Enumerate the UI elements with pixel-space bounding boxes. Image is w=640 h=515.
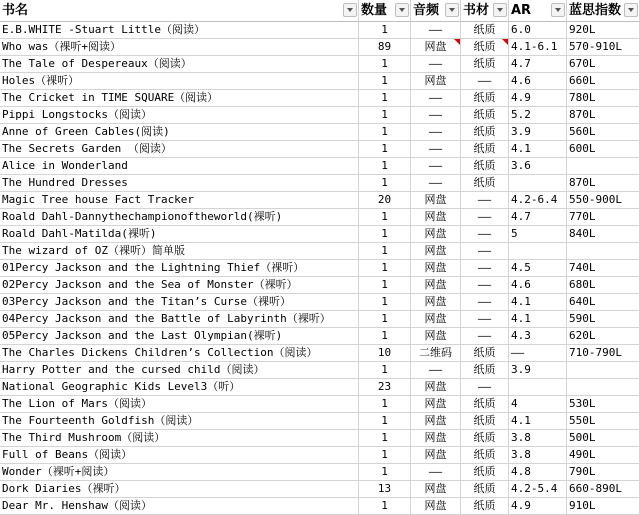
cell-quantity[interactable]: 1 <box>359 311 411 328</box>
cell-material[interactable]: —— <box>461 226 509 243</box>
cell-ar[interactable]: 4.9 <box>509 90 567 107</box>
cell-quantity[interactable]: 1 <box>359 22 411 39</box>
cell-quantity[interactable]: 1 <box>359 413 411 430</box>
cell-ar[interactable]: 4.3 <box>509 328 567 345</box>
cell-lexile[interactable]: 770L <box>567 209 640 226</box>
cell-quantity[interactable]: 1 <box>359 56 411 73</box>
cell-title[interactable]: Holes（裸听） <box>0 73 359 90</box>
header-lexile[interactable] <box>567 0 640 22</box>
header-material-label: 书材 <box>463 3 490 18</box>
cell-quantity[interactable]: 1 <box>359 260 411 277</box>
cell-ar[interactable]: 3.9 <box>509 362 567 379</box>
cell-lexile[interactable]: 590L <box>567 311 640 328</box>
header-audio-label: 音频 <box>413 3 440 18</box>
cell-material[interactable]: —— <box>461 277 509 294</box>
cell-quantity[interactable]: 89 <box>359 39 411 56</box>
cell-quantity[interactable]: 1 <box>359 396 411 413</box>
cell-lexile[interactable]: 840L <box>567 226 640 243</box>
cell-title[interactable]: 04Percy Jackson and the Battle of Labyrinth（裸听） <box>0 311 359 328</box>
cell-material[interactable]: 纸质 <box>461 124 509 141</box>
cell-material[interactable]: —— <box>461 243 509 260</box>
cell-material[interactable]: —— <box>461 311 509 328</box>
cell-lexile[interactable]: 740L <box>567 260 640 277</box>
cell-audio[interactable]: 网盘 <box>411 328 461 345</box>
cell-material[interactable]: 纸质 <box>461 362 509 379</box>
cell-audio[interactable]: —— <box>411 22 461 39</box>
cell-ar[interactable] <box>509 379 567 396</box>
cell-audio[interactable]: —— <box>411 141 461 158</box>
cell-title[interactable]: Alice in Wonderland <box>0 158 359 175</box>
cell-lexile[interactable]: 790L <box>567 464 640 481</box>
cell-quantity[interactable]: 1 <box>359 328 411 345</box>
cell-title[interactable]: 02Percy Jackson and the Sea of Monster（裸听） <box>0 277 359 294</box>
cell-ar[interactable]: 6.0 <box>509 22 567 39</box>
cell-ar[interactable]: 4.9 <box>509 498 567 515</box>
cell-title[interactable]: E.B.WHITE -Stuart Little（阅读） <box>0 22 359 39</box>
cell-ar[interactable]: 4.7 <box>509 56 567 73</box>
cell-material[interactable]: 纸质 <box>461 345 509 362</box>
cell-title[interactable]: The wizard of OZ（裸听）简单版 <box>0 243 359 260</box>
header-ar-label: AR <box>511 3 532 18</box>
cell-audio[interactable]: 网盘 <box>411 226 461 243</box>
cell-ar[interactable]: 3.6 <box>509 158 567 175</box>
header-qty-label: 数量 <box>361 3 388 18</box>
header-material[interactable] <box>461 0 509 22</box>
cell-material[interactable]: 纸质 <box>461 107 509 124</box>
cell-title[interactable]: The Charles Dickens Children’s Collection（阅读） <box>0 345 359 362</box>
cell-audio[interactable]: 网盘 <box>411 277 461 294</box>
cell-ar[interactable]: 4.1 <box>509 294 567 311</box>
cell-ar[interactable]: 4.8 <box>509 464 567 481</box>
cell-ar[interactable]: 4.7 <box>509 209 567 226</box>
cell-ar[interactable]: 4.6 <box>509 73 567 90</box>
cell-audio[interactable]: 网盘 <box>411 192 461 209</box>
cell-lexile[interactable] <box>567 362 640 379</box>
cell-title[interactable]: Roald Dahl-Dannythechampionoftheworld(裸听) <box>0 209 359 226</box>
cell-quantity[interactable]: 1 <box>359 158 411 175</box>
cell-material[interactable]: 纸质 <box>461 498 509 515</box>
cell-lexile[interactable]: 550L <box>567 413 640 430</box>
cell-quantity[interactable]: 1 <box>359 226 411 243</box>
cell-material[interactable]: 纸质 <box>461 175 509 192</box>
cell-lexile[interactable]: 870L <box>567 107 640 124</box>
cell-ar[interactable]: 4.1 <box>509 413 567 430</box>
cell-audio[interactable]: —— <box>411 158 461 175</box>
cell-lexile[interactable]: 920L <box>567 22 640 39</box>
cell-ar[interactable]: 4.6 <box>509 277 567 294</box>
cell-title[interactable]: The Cricket in TIME SQUARE（阅读） <box>0 90 359 107</box>
cell-title[interactable]: 03Percy Jackson and the Titan’s Curse（裸听） <box>0 294 359 311</box>
cell-lexile[interactable]: 910L <box>567 498 640 515</box>
header-ar[interactable] <box>509 0 567 22</box>
filter-dropdown-icon[interactable] <box>445 3 459 17</box>
cell-material[interactable]: —— <box>461 379 509 396</box>
cell-material[interactable]: 纸质 <box>461 56 509 73</box>
cell-audio[interactable]: 网盘 <box>411 379 461 396</box>
cell-lexile[interactable] <box>567 158 640 175</box>
cell-title[interactable]: 01Percy Jackson and the Lightning Thief（裸听） <box>0 260 359 277</box>
cell-ar[interactable]: 3.9 <box>509 124 567 141</box>
cell-title[interactable]: The Tale of Despereaux（阅读） <box>0 56 359 73</box>
cell-lexile[interactable]: 560L <box>567 124 640 141</box>
cell-ar[interactable] <box>509 175 567 192</box>
cell-material[interactable]: 纸质 <box>461 464 509 481</box>
cell-quantity[interactable]: 1 <box>359 447 411 464</box>
cell-quantity[interactable]: 13 <box>359 481 411 498</box>
cell-quantity[interactable]: 1 <box>359 175 411 192</box>
cell-material[interactable]: —— <box>461 294 509 311</box>
cell-title[interactable]: Who was（裸听+阅读） <box>0 39 359 56</box>
cell-title[interactable]: Dear Mr. Henshaw（阅读） <box>0 498 359 515</box>
cell-title[interactable]: Magic Tree house Fact Tracker <box>0 192 359 209</box>
cell-quantity[interactable]: 1 <box>359 362 411 379</box>
cell-audio[interactable]: 网盘 <box>411 430 461 447</box>
cell-audio[interactable]: 网盘 <box>411 481 461 498</box>
cell-lexile[interactable]: 490L <box>567 447 640 464</box>
cell-quantity[interactable]: 1 <box>359 209 411 226</box>
cell-title[interactable]: Full of Beans（阅读） <box>0 447 359 464</box>
cell-audio[interactable]: 二维码 <box>411 345 461 362</box>
filter-dropdown-icon[interactable] <box>624 3 638 17</box>
filter-dropdown-icon[interactable] <box>343 3 357 17</box>
cell-title[interactable]: Pippi Longstocks（阅读） <box>0 107 359 124</box>
cell-material[interactable]: 纸质 <box>461 413 509 430</box>
cell-quantity[interactable]: 1 <box>359 277 411 294</box>
cell-audio[interactable]: 网盘 <box>411 498 461 515</box>
cell-audio[interactable]: 网盘 <box>411 413 461 430</box>
cell-title[interactable]: The Hundred Dresses <box>0 175 359 192</box>
cell-quantity[interactable]: 1 <box>359 294 411 311</box>
cell-ar[interactable]: 3.8 <box>509 447 567 464</box>
cell-audio[interactable]: 网盘 <box>411 209 461 226</box>
cell-ar[interactable]: 5.2 <box>509 107 567 124</box>
cell-title[interactable]: 05Percy Jackson and the Last Olympian(裸听) <box>0 328 359 345</box>
cell-title[interactable]: Dork Diaries（裸听） <box>0 481 359 498</box>
cell-lexile[interactable]: 530L <box>567 396 640 413</box>
cell-material[interactable]: 纸质 <box>461 430 509 447</box>
cell-quantity[interactable]: 20 <box>359 192 411 209</box>
cell-lexile[interactable]: 500L <box>567 430 640 447</box>
cell-audio[interactable]: 网盘 <box>411 447 461 464</box>
cell-ar[interactable]: 4.5 <box>509 260 567 277</box>
cell-material[interactable]: —— <box>461 192 509 209</box>
cell-audio[interactable]: —— <box>411 175 461 192</box>
cell-title[interactable]: The Third Mushroom（阅读） <box>0 430 359 447</box>
cell-ar[interactable]: 4.1-6.1 <box>509 39 567 56</box>
cell-audio[interactable]: 网盘 <box>411 243 461 260</box>
cell-ar[interactable]: 4 <box>509 396 567 413</box>
cell-title[interactable]: The Lion of Mars（阅读） <box>0 396 359 413</box>
cell-quantity[interactable]: 1 <box>359 243 411 260</box>
cell-material[interactable]: 纸质 <box>461 481 509 498</box>
cell-material[interactable]: 纸质 <box>461 90 509 107</box>
header-title[interactable] <box>0 0 359 22</box>
cell-audio[interactable]: 网盘 <box>411 73 461 90</box>
cell-ar[interactable]: 4.1 <box>509 141 567 158</box>
cell-lexile[interactable]: 780L <box>567 90 640 107</box>
cell-material[interactable]: 纸质 <box>461 141 509 158</box>
cell-lexile[interactable] <box>567 379 640 396</box>
cell-lexile[interactable]: 710-790L <box>567 345 640 362</box>
cell-audio[interactable]: 网盘 <box>411 260 461 277</box>
cell-audio[interactable]: —— <box>411 107 461 124</box>
cell-title[interactable]: Anne of Green Cables(阅读) <box>0 124 359 141</box>
cell-lexile[interactable]: 670L <box>567 56 640 73</box>
header-audio[interactable] <box>411 0 461 22</box>
cell-audio[interactable]: —— <box>411 90 461 107</box>
cell-material[interactable]: —— <box>461 73 509 90</box>
cell-ar[interactable]: 4.2-5.4 <box>509 481 567 498</box>
cell-material[interactable]: —— <box>461 209 509 226</box>
header-qty[interactable] <box>359 0 411 22</box>
cell-material[interactable]: 纸质 <box>461 447 509 464</box>
cell-material[interactable]: 纸质 <box>461 158 509 175</box>
cell-lexile[interactable]: 570-910L <box>567 39 640 56</box>
cell-ar[interactable] <box>509 243 567 260</box>
cell-lexile[interactable]: 620L <box>567 328 640 345</box>
cell-quantity[interactable]: 1 <box>359 141 411 158</box>
table-body <box>0 22 640 515</box>
cell-title[interactable]: Harry Potter and the cursed child（阅读） <box>0 362 359 379</box>
cell-quantity[interactable]: 1 <box>359 124 411 141</box>
cell-ar[interactable]: 5 <box>509 226 567 243</box>
cell-lexile[interactable]: 660L <box>567 73 640 90</box>
filter-dropdown-icon[interactable] <box>395 3 409 17</box>
cell-audio[interactable]: 网盘 <box>411 294 461 311</box>
cell-quantity[interactable]: 1 <box>359 464 411 481</box>
cell-lexile[interactable]: 600L <box>567 141 640 158</box>
cell-audio[interactable]: —— <box>411 56 461 73</box>
cell-lexile[interactable]: 550-900L <box>567 192 640 209</box>
cell-lexile[interactable] <box>567 243 640 260</box>
header-title-label: 书名 <box>2 3 29 18</box>
cell-audio[interactable]: —— <box>411 124 461 141</box>
cell-audio[interactable]: 网盘 <box>411 396 461 413</box>
cell-title[interactable]: The Secrets Garden （阅读） <box>0 141 359 158</box>
cell-audio[interactable]: —— <box>411 464 461 481</box>
cell-material[interactable]: —— <box>461 260 509 277</box>
cell-material[interactable]: 纸质 <box>461 39 509 56</box>
cell-title[interactable]: Wonder（裸听+阅读） <box>0 464 359 481</box>
cell-quantity[interactable]: 1 <box>359 498 411 515</box>
cell-material[interactable]: 纸质 <box>461 396 509 413</box>
cell-quantity[interactable]: 23 <box>359 379 411 396</box>
cell-quantity[interactable]: 1 <box>359 107 411 124</box>
cell-material[interactable]: 纸质 <box>461 22 509 39</box>
cell-lexile[interactable]: 660-890L <box>567 481 640 498</box>
cell-material[interactable]: —— <box>461 328 509 345</box>
filter-dropdown-icon[interactable] <box>493 3 507 17</box>
filter-dropdown-icon[interactable] <box>551 3 565 17</box>
cell-audio[interactable]: 网盘 <box>411 311 461 328</box>
cell-title[interactable]: Roald Dahl-Matilda(裸听) <box>0 226 359 243</box>
cell-audio[interactable]: 网盘 <box>411 39 461 56</box>
cell-quantity[interactable]: 1 <box>359 73 411 90</box>
cell-lexile[interactable]: 640L <box>567 294 640 311</box>
cell-lexile[interactable]: 680L <box>567 277 640 294</box>
cell-audio[interactable]: —— <box>411 362 461 379</box>
cell-title[interactable]: National Geographic Kids Level3（听） <box>0 379 359 396</box>
header-row <box>0 0 640 22</box>
cell-quantity[interactable]: 10 <box>359 345 411 362</box>
cell-ar[interactable]: 4.1 <box>509 311 567 328</box>
cell-title[interactable]: The Fourteenth Goldfish（阅读） <box>0 413 359 430</box>
cell-ar[interactable]: 3.8 <box>509 430 567 447</box>
cell-quantity[interactable]: 1 <box>359 430 411 447</box>
cell-lexile[interactable]: 870L <box>567 175 640 192</box>
cell-quantity[interactable]: 1 <box>359 90 411 107</box>
header-lexile-label: 蓝思指数 <box>569 3 622 18</box>
cell-ar[interactable]: —— <box>509 345 567 362</box>
cell-ar[interactable]: 4.2-6.4 <box>509 192 567 209</box>
